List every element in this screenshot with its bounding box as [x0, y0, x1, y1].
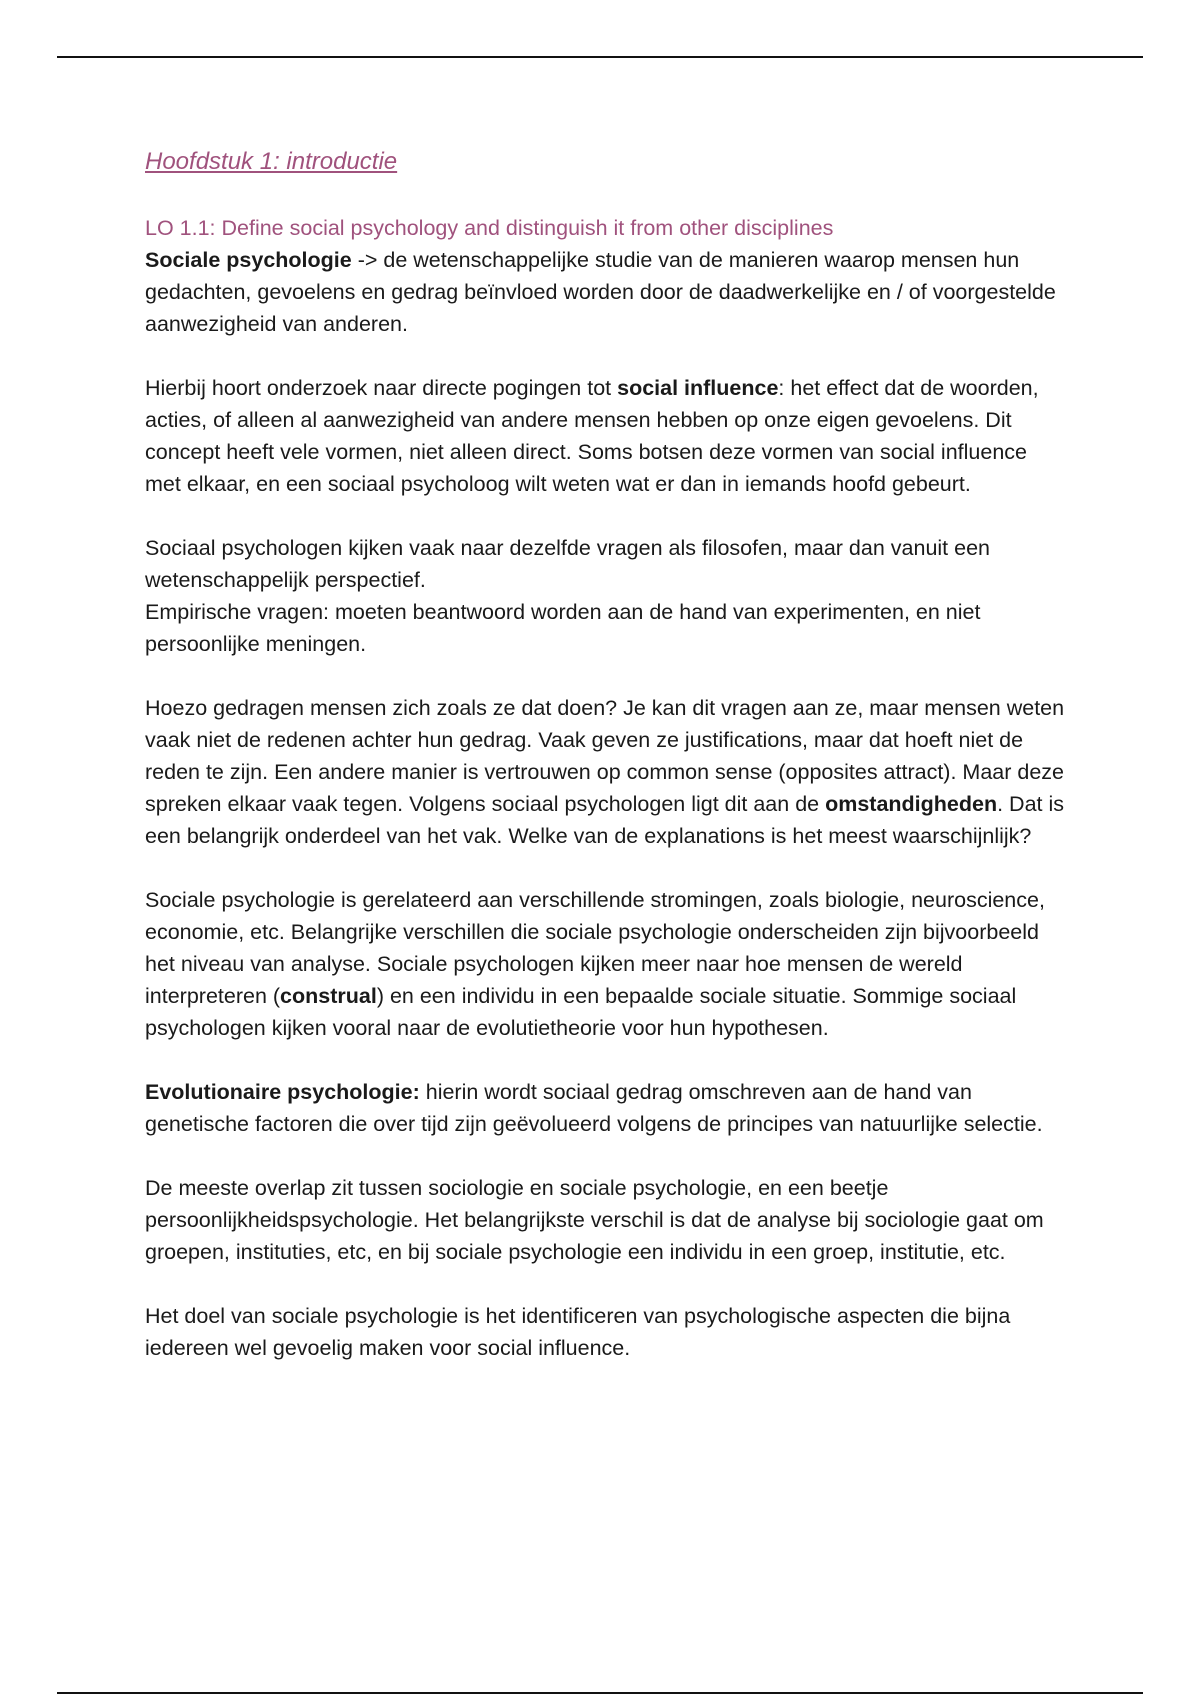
learning-objective-heading: LO 1.1: Define social psychology and distinguish it from other disciplines: [145, 216, 834, 240]
paragraph-empirische-vragen: Empirische vragen: moeten beantwoord worden aan de hand van experimenten, en niet persoonlijke meningen.: [145, 600, 981, 656]
bottom-rule: [57, 1692, 1143, 1694]
term-social-influence: social influence: [617, 376, 779, 400]
term-sociale-psychologie: Sociale psychologie: [145, 248, 352, 272]
term-omstandigheden: omstandigheden: [825, 792, 998, 816]
term-construal: construal: [280, 984, 377, 1008]
text-post: . Dat is een belangrijk onderdeel van het vak. Welke van de explanations is het meest waarschijnlijk?: [145, 792, 1065, 848]
top-rule: [57, 56, 1143, 58]
paragraph-construal: [145, 884, 1065, 1044]
chapter-title: Hoofdstuk 1: introductie: [145, 148, 398, 175]
paragraph-sociologie: De meeste overlap zit tussen sociologie en sociale psychologie, en een beetje persoonlijkheidspsychologie. Het belangrijkste verschil is dat de analyse bij sociologie gaat om groepen, instituties, etc, en bij sociale psychologie een individu in een groep, institutie, etc.: [145, 1176, 1044, 1264]
evolutionaire-text: hierin wordt sociaal gedrag omschreven aan de hand van genetische factoren die over tijd zijn geëvolueerd volgens de principes van natuurlijke selectie.: [145, 1080, 1043, 1136]
paragraph-doel: Het doel van sociale psychologie is het identificeren van psychologische aspecten die bijna iedereen wel gevoelig maken voor social influence.: [145, 1304, 1011, 1360]
paragraph-social-influence: [145, 372, 1065, 500]
paragraph-omstandigheden: [145, 692, 1065, 852]
text-pre: Hierbij hoort onderzoek naar directe pogingen tot: [145, 376, 618, 400]
paragraph-filosofen: Sociaal psychologen kijken vaak naar dezelfde vragen als filosofen, maar dan vanuit een wetenschappelijk perspectief.: [145, 536, 990, 592]
term-evolutionaire-psychologie: Evolutionaire psychologie:: [145, 1080, 420, 1104]
definition-text: -> de wetenschappelijke studie van de manieren waarop mensen hun gedachten, gevoelens en gedrag beïnvloed worden door de daadwerkelijke en / of voorgestelde aanwezigheid van anderen.: [145, 248, 1056, 336]
text-post: : het effect dat de woorden, acties, of alleen al aanwezigheid van andere mensen hebben op onze eigen gevoelens. Dit concept heeft vele vormen, niet alleen direct. Soms botsen deze vormen van social influence met elkaar, en een sociaal psycholoog wilt weten wat er dan in iemands hoofd gebeurt.: [145, 376, 1039, 496]
text-pre: Hoezo gedragen mensen zich zoals ze dat doen? Je kan dit vragen aan ze, maar mensen weten vaak niet de redenen achter hun gedrag. Vaak geven ze justifications, maar dat hoeft niet de reden te zijn. Een andere manier is vertrouwen op common sense (opposites attract). Maar deze spreken elkaar vaak tegen. Volgens sociaal psychologen ligt dit aan de: [145, 696, 1065, 816]
text-pre: Sociale psychologie is gerelateerd aan verschillende stromingen, zoals biologie, neuroscience, economie, etc. Belangrijke verschillen die sociale psychologie onderscheiden zijn bijvoorbeeld het niveau van analyse. Sociale psychologen kijken meer naar hoe mensen de wereld interpreteren (: [145, 888, 1045, 1008]
document-body: [145, 146, 1065, 1364]
paragraph-definition: [145, 244, 1065, 340]
paragraph-evolutionaire-psychologie: [145, 1076, 1065, 1140]
text-post: ) en een individu in een bepaalde sociale situatie. Sommige sociaal psychologen kijken vooral naar de evolutietheorie voor hun hypothesen.: [145, 984, 1017, 1040]
